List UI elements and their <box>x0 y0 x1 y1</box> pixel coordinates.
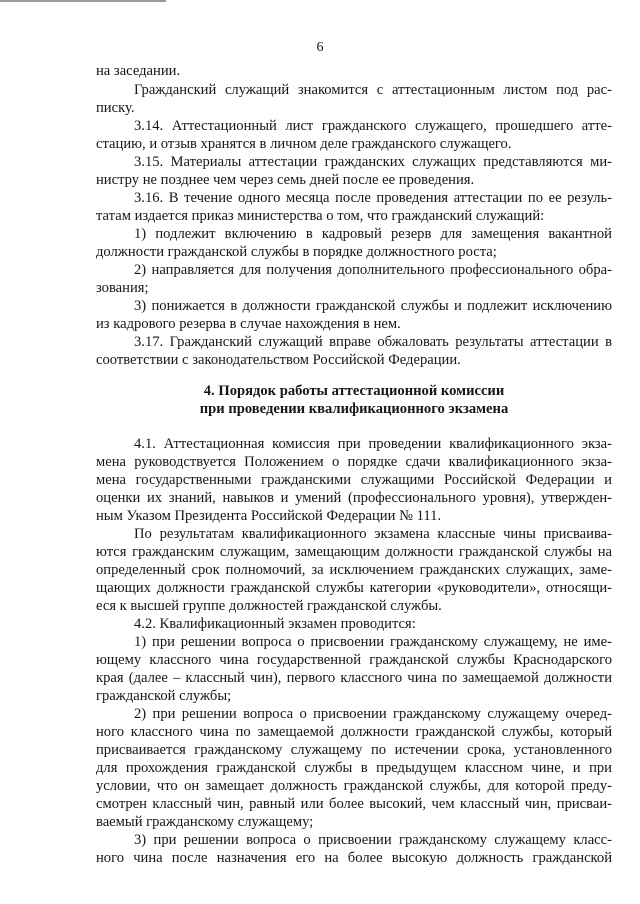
text-line: 4.2. Квалификационный экзамен проводится: <box>134 616 416 632</box>
text-line: присваивается гражданскому служащему по истечении срока, установленного <box>96 742 612 758</box>
text-line: 1) при решении вопроса о присвоении гражданскому служащему, не име- <box>134 634 612 650</box>
text-line: ющему классного чина государственной гражданской службы Краснодарского <box>96 652 612 668</box>
text-line: мена государственными гражданскими служащими Российской Федерации и <box>96 472 612 488</box>
text-line: 3.16. В течение одного месяца после проведения аттестации по ее резуль- <box>134 190 612 206</box>
text-line: гражданской службы; <box>96 688 232 704</box>
text-line: По результатам квалификационного экзамена классные чины присваива- <box>134 526 612 542</box>
text-line: для прохождения гражданской службы в предыдущем классном чине, и при <box>96 760 612 776</box>
text-line: щающих должности гражданской службы категории «руководители», относящи- <box>96 580 612 596</box>
scan-edge-rule <box>0 0 166 2</box>
text-line: 3.17. Гражданский служащий вправе обжаловать результаты аттестации в <box>134 334 612 350</box>
section-heading: 4. Порядок работы аттестационной комиссии <box>203 383 505 399</box>
text-line: ются гражданским служащим, замещающим должности гражданской службы на <box>96 544 612 560</box>
text-line: зования; <box>96 280 149 296</box>
text-line: смотрен классный чин, равный или более высокий, чем классный чин, присваи- <box>96 796 612 812</box>
text-line: 3.15. Материалы аттестации гражданских служащих представляются ми- <box>134 154 612 170</box>
text-line: 2) направляется для получения дополнительного профессионального обра- <box>134 262 612 278</box>
text-line: стацию, и отзыв хранятся в личном деле гражданского служащего. <box>96 136 512 152</box>
text-line: определенный срок полномочий, за исключением гражданских служащих, заме- <box>96 562 612 578</box>
page-number: 6 <box>316 40 324 55</box>
text-line: должности гражданской службы в порядке должностного роста; <box>96 244 497 260</box>
text-line: ного классного чина по замещаемой должности гражданской службы, который <box>96 724 612 740</box>
text-line: на заседании. <box>96 63 181 79</box>
text-line: писку. <box>96 100 135 116</box>
text-line: ным Указом Президента Российской Федерации № 111. <box>96 508 442 524</box>
text-line: 3) понижается в должности гражданской службы и подлежит исключению <box>134 298 612 314</box>
text-line: Гражданский служащий знакомится с аттестационным листом под рас- <box>134 82 612 98</box>
section-heading: при проведении квалификационного экзамена <box>199 401 509 417</box>
text-line: нистру не позднее чем через семь дней после ее проведения. <box>96 172 475 188</box>
text-line: оценки их знаний, навыков и умений (профессионального уровня), утвержден- <box>96 490 612 506</box>
text-line: 1) подлежит включению в кадровый резерв для замещения вакантной <box>134 226 612 242</box>
text-line: 4.1. Аттестационная комиссия при проведении квалификационного экза- <box>134 436 612 452</box>
text-line: татам издается приказ министерства о том, что гражданский служащий: <box>96 208 545 224</box>
text-line: из кадрового резерва в случае нахождения в нем. <box>96 316 401 332</box>
text-line: ваемый гражданскому служащему; <box>96 814 314 830</box>
text-line: 2) при решении вопроса о присвоении гражданскому служащему очеред- <box>134 706 612 722</box>
text-line: условии, что он замещает должность гражданской службы, для которой преду- <box>96 778 612 794</box>
text-line: 3) при решении вопроса о присвоении гражданскому служащему класс- <box>134 832 612 848</box>
text-line: мена руководствуется Положением о порядке сдачи квалификационного экза- <box>96 454 612 470</box>
text-line: 3.14. Аттестационный лист гражданского служащего, прошедшего атте- <box>134 118 612 134</box>
text-line: края (далее – классный чин), первого классного чина по замещаемой должности <box>96 670 612 686</box>
text-line: соответствии с законодательством Российской Федерации. <box>96 352 461 368</box>
text-line: еся к высшей группе должностей гражданской службы. <box>96 598 442 614</box>
text-line: ного чина после назначения его на более высокую должность гражданской <box>96 850 612 866</box>
